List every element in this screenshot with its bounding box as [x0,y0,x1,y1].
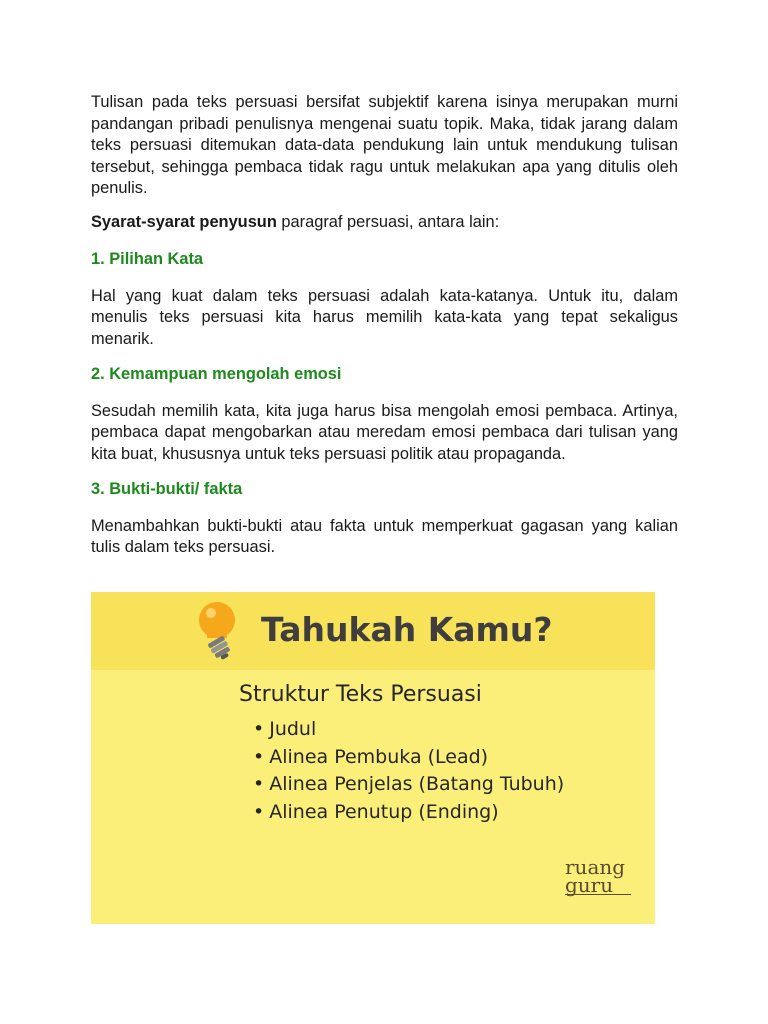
section-heading-bukti: 3. Bukti-bukti/ fakta [91,480,243,498]
intro-paragraph: Tulisan pada teks persuasi bersifat subjektif karena isinya merupakan murni pandangan pribadi penulisnya mengenai suatu topik. Maka, tidak jarang dalam teks persuasi ditemukan data-data pendukung lain untuk mendukung tulisan tersebut, sehingga pembaca tidak ragu untuk melakukan apa yang ditulis oleh penulis. [91,93,678,197]
requirements-line [91,212,678,234]
section-heading-emosi: 2. Kemampuan mengolah emosi [91,365,342,383]
logo-line-2: guru [565,876,631,895]
lightbulb-icon [197,598,245,662]
infographic-subtitle: Struktur Teks Persuasi [239,682,482,707]
logo-line-1: ruang [565,855,626,879]
infographic-card [91,592,655,924]
section-body-pilihan-kata: Hal yang kuat dalam teks persuasi adalah kata-katanya. Untuk itu, dalam menulis teks persuasi kita harus memilih kata-kata yang tepat sekaligus menarik. [91,286,678,348]
section-body-emosi: Sesudah memilih kata, kita juga harus bisa mengolah emosi pembaca. Artinya, pembaca dapat mengobarkan atau meredam emosi pembaca dari tulisan yang kita buat, khususnya untuk teks persuasi politik atau propaganda. [91,401,678,463]
requirements-bold: Syarat-syarat penyusun [91,212,277,231]
section-body-bukti: Menambahkan bukti-bukti atau fakta untuk memperkuat gagasan yang kalian tulis dalam teks persuasi. [91,516,678,556]
list-item: • Judul [253,716,564,744]
requirements-rest: paragraf persuasi, antara lain: [276,212,500,231]
infographic-title: Tahukah Kamu? [261,610,553,649]
section-heading-pilihan-kata: 1. Pilihan Kata [91,250,204,268]
ruangguru-logo [565,855,631,897]
structure-list [253,716,564,826]
list-item: • Alinea Penjelas (Batang Tubuh) [253,771,564,799]
list-item: • Alinea Penutup (Ending) [253,799,564,827]
list-item: • Alinea Pembuka (Lead) [253,744,564,772]
article-body [91,92,678,559]
